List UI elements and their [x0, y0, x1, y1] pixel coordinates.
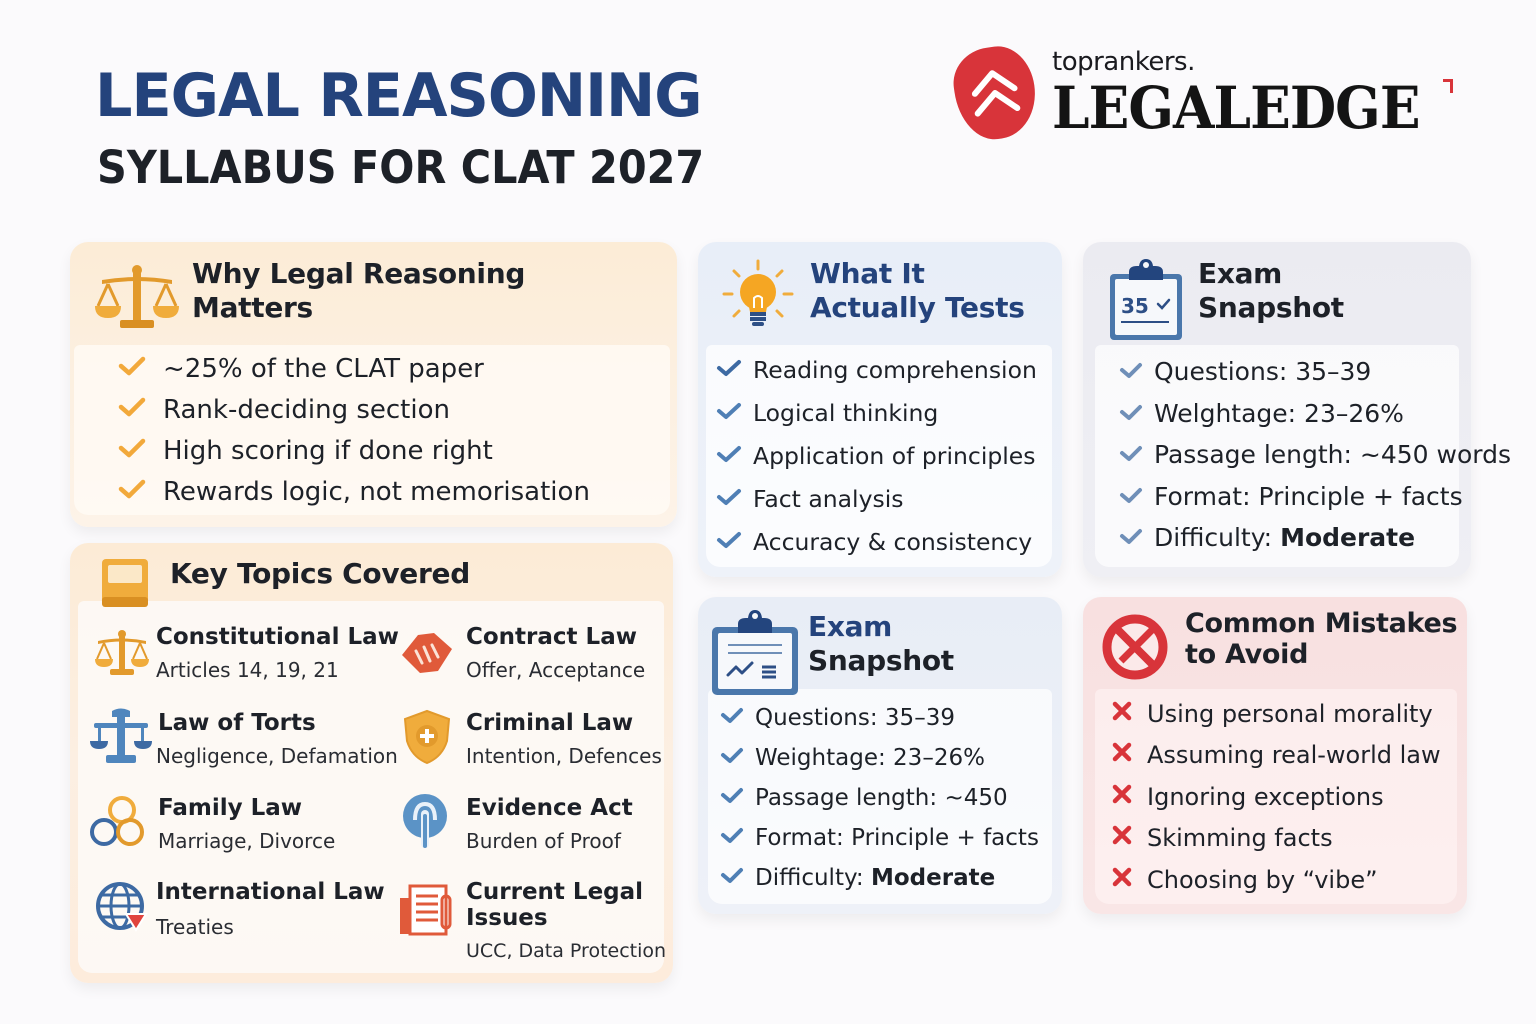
tests-card-title: What It Actually Tests: [810, 257, 1025, 324]
snapshot-1-list: [1119, 351, 1511, 559]
list-item: Welghtage: 23–26%: [1119, 393, 1511, 435]
list-item: Using personal morality: [1111, 693, 1441, 735]
fingerprint-icon: [400, 792, 450, 852]
exam-snapshot-card-secondary: [698, 597, 1062, 914]
common-mistakes-card: [1083, 597, 1467, 914]
scales-of-justice-icon: [94, 262, 180, 332]
logo-brand-top: toprankers.: [1052, 47, 1195, 77]
why-card-title: Why Legal Reasoning Matters: [192, 257, 526, 324]
list-item: Format: Principle + facts: [720, 818, 1039, 858]
check-icon: [716, 442, 753, 470]
clipboard-chart-icon: [710, 609, 800, 697]
scales-icon: [94, 629, 150, 677]
lightbulb-icon: [720, 258, 796, 334]
check-icon: [716, 485, 753, 513]
mistakes-list: [1111, 693, 1441, 901]
check-icon: [1119, 440, 1154, 469]
list-item: Logical thinking: [716, 391, 1037, 434]
handshake-icon: [398, 627, 456, 677]
page-title: LEGAL REASONING: [95, 61, 702, 131]
check-icon: [118, 395, 163, 425]
tests-list: [716, 348, 1037, 563]
page-subtitle: SYLLABUS FOR CLAT 2027: [97, 141, 705, 194]
check-icon: [720, 745, 755, 771]
svg-text:35: 35: [1121, 294, 1149, 318]
what-it-tests-card: [698, 242, 1062, 577]
why-list: [118, 348, 590, 512]
check-icon: [1119, 523, 1154, 552]
list-item: Application of principles: [716, 434, 1037, 477]
list-item: Passage length: ~450 words: [1119, 434, 1511, 476]
snapshot-1-title: Exam Snapshot: [1198, 257, 1344, 324]
cross-icon: [1111, 824, 1147, 852]
check-icon: [720, 825, 755, 851]
check-icon: [716, 356, 753, 384]
topics-card-title: Key Topics Covered: [170, 557, 470, 590]
list-item: Reading comprehension: [716, 348, 1037, 391]
list-item: Difficulty: Moderate: [720, 858, 1039, 898]
logo-badge: [949, 42, 1041, 144]
list-item: ~25% of the CLAT paper: [118, 348, 590, 389]
check-icon: [720, 705, 755, 731]
rings-icon: [88, 794, 152, 850]
list-item: Rank-deciding section: [118, 389, 590, 430]
balance-icon: [90, 707, 152, 765]
list-item: Difficulty: Moderate: [1119, 517, 1511, 559]
check-icon: [118, 354, 163, 384]
why-legal-reasoning-card: [70, 242, 677, 527]
logo-brand-main: LEGALEDGE: [1052, 74, 1420, 142]
book-icon: [98, 557, 152, 609]
shield-icon: [402, 709, 452, 765]
list-item: High scoring if done right: [118, 430, 590, 471]
mistakes-card-title: Common Mistakes to Avoid: [1185, 608, 1458, 670]
exam-snapshot-card-primary: [1083, 242, 1511, 577]
check-icon: [716, 528, 753, 556]
list-item: Skimming facts: [1111, 818, 1441, 860]
double-chevron-up-icon: [966, 64, 1025, 123]
list-item: Choosing by “vibe”: [1111, 859, 1441, 901]
prohibited-icon: [1099, 611, 1171, 683]
globe-icon: [94, 880, 148, 934]
brand-logo: [955, 45, 1455, 150]
check-icon: [1119, 357, 1154, 386]
check-icon: [716, 399, 753, 427]
check-icon: [1119, 399, 1154, 428]
check-icon: [720, 865, 755, 891]
cross-icon: [1111, 700, 1147, 728]
list-item: Format: Principle + facts: [1119, 476, 1511, 518]
list-item: Questions: 35–39: [1119, 351, 1511, 393]
check-icon: [118, 477, 163, 507]
check-icon: [118, 436, 163, 466]
list-item: Fact analysis: [716, 477, 1037, 520]
snapshot-2-title: Exam Snapshot: [808, 610, 954, 677]
list-item: Assuming real-world law: [1111, 735, 1441, 777]
list-item: Ignoring exceptions: [1111, 776, 1441, 818]
list-item: Questions: 35–39: [720, 698, 1039, 738]
list-item: Weightage: 23–26%: [720, 738, 1039, 778]
cross-icon: [1111, 866, 1147, 894]
list-item: Rewards logic, not memorisation: [118, 471, 590, 512]
check-icon: [720, 785, 755, 811]
list-item: Accuracy & consistency: [716, 520, 1037, 563]
clipboard-35-icon: [1107, 258, 1185, 342]
check-icon: [1119, 482, 1154, 511]
logo-corner-mark: [1443, 79, 1453, 93]
key-topics-card: Key Topics Covered Constitutional Law Articles 14, 19, 21 Contract Law Offer, Acceptance Law of Torts Negligence, Defamation Criminal Law Intention, Defences Family Law Marriage, Divorce Evidence Act Burden of Proof International Law Treaties Current Legal Issues UCC, Data Protection: [70, 543, 673, 983]
newspaper-icon: [400, 882, 456, 938]
snapshot-2-list: [720, 698, 1039, 898]
cross-icon: [1111, 783, 1147, 811]
cross-icon: [1111, 741, 1147, 769]
list-item: Passage length: ~450: [720, 778, 1039, 818]
